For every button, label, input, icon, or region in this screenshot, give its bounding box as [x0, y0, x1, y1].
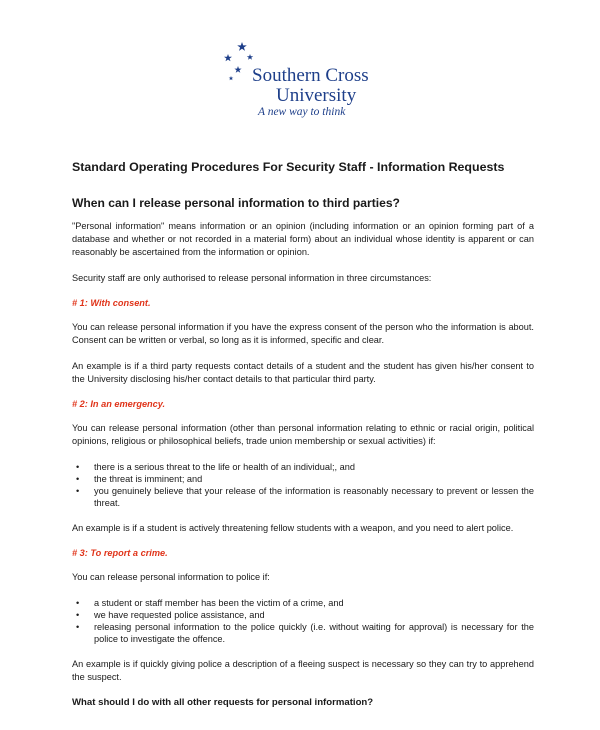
bullet-list — [72, 597, 534, 645]
bullet-list — [72, 461, 534, 509]
section-example: An example is if quickly giving police a description of a fleeing suspect is necessary so they can try to apprehend the suspect. — [72, 659, 534, 682]
list-item — [72, 609, 534, 621]
bullet-icon: • — [76, 462, 80, 472]
list-item — [72, 461, 534, 473]
bullet-icon: • — [76, 486, 80, 496]
question-heading-2: What should I do with all other requests for personal information? — [72, 697, 374, 708]
section-heading-crime: # 3: To report a crime. — [72, 548, 168, 558]
list-item-text: we have requested police assistance, and — [94, 610, 265, 620]
list-item-text: a student or staff member has been the victim of a crime, and — [94, 598, 344, 608]
university-logo — [222, 40, 402, 120]
bullet-icon: • — [76, 474, 80, 484]
list-item — [72, 473, 534, 485]
bullet-icon: • — [76, 610, 80, 620]
question-heading-1: When can I release personal information to third parties? — [72, 196, 400, 210]
section-paragraph: You can release personal information if you have the express consent of the person who the information is about. Consent can be written or verbal, so long as it is informed, specific and clear. — [72, 322, 534, 345]
list-item-text: releasing personal information to the police quickly (i.e. without waiting for approval) is necessary for the police to investigate the offence. — [94, 622, 534, 644]
list-item-text: there is a serious threat to the life or health of an individual;, and — [94, 462, 355, 472]
list-item-text: the threat is imminent; and — [94, 474, 203, 484]
list-item — [72, 597, 534, 609]
list-item — [72, 621, 534, 645]
section-heading-consent: # 1: With consent. — [72, 298, 151, 308]
section-lead: You can release personal information to police if: — [72, 572, 270, 582]
section-lead: You can release personal information (other than personal information relating to ethnic or racial origin, political opinions, religious or philosophical beliefs, trade union membership or sexual activities) if: — [72, 423, 534, 446]
intro-paragraph: "Personal information" means information or an opinion (including information or an opinion forming part of a database and whether or not recorded in a material form) about an individual whose identity is apparent or can reasonably be ascertained from the information or opinion. — [72, 221, 534, 257]
bullet-icon: • — [76, 598, 80, 608]
logo-name-line2: University — [276, 85, 357, 106]
logo-tagline: A new way to think — [258, 106, 346, 118]
document-body — [72, 160, 534, 708]
section-paragraph: An example is if a third party requests contact details of a student and the student has given his/her consent to the University disclosing his/her contact details to that particular third party. — [72, 361, 534, 384]
intro-paragraph: Security staff are only authorised to release personal information in three circumstances: — [72, 273, 432, 283]
list-item-text: you genuinely believe that your release of the information is reasonably necessary to prevent or lessen the threat. — [94, 486, 534, 508]
bullet-icon: • — [76, 622, 80, 632]
logo-name-line1: Southern Cross — [252, 65, 369, 86]
section-heading-emergency: # 2: In an emergency. — [72, 399, 166, 409]
document-title: Standard Operating Procedures For Security Staff - Information Requests — [72, 160, 505, 174]
section-example: An example is if a student is actively threatening fellow students with a weapon, and you need to alert police. — [72, 523, 514, 533]
list-item — [72, 485, 534, 509]
